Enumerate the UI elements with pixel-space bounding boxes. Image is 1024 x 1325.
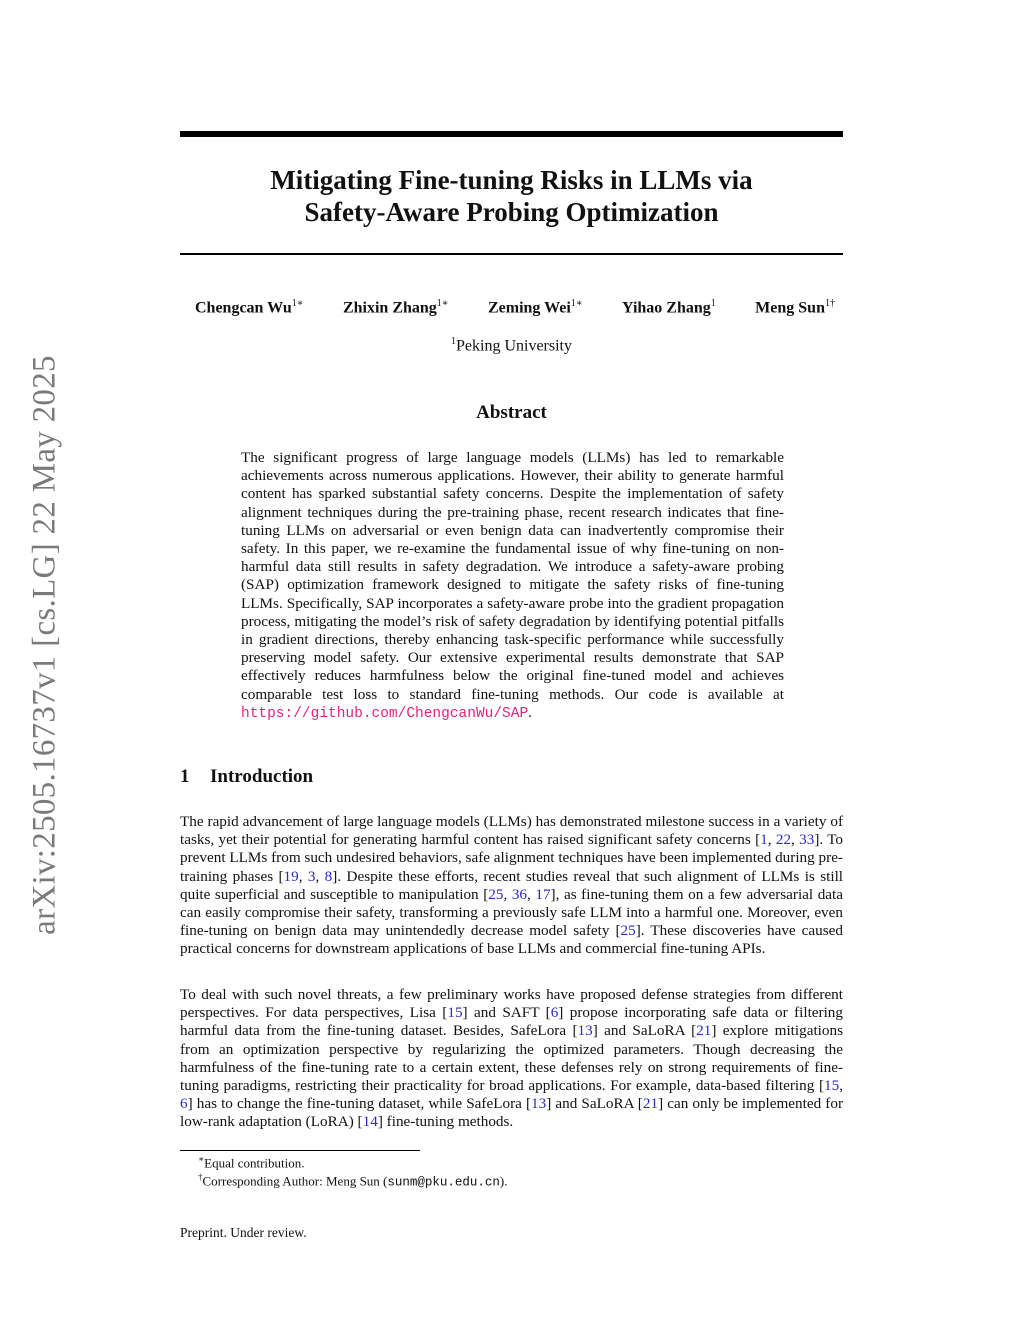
- citation-link[interactable]: 13: [531, 1095, 547, 1113]
- code-link[interactable]: https://github.com/ChengcanWu/SAP: [241, 705, 529, 722]
- preprint-note: Preprint. Under review.: [180, 1225, 307, 1240]
- abstract-body: The significant progress of large language models (LLMs) has led to remarkable achievements across numerous applications. However, their ability to generate harmful content has sparked substantial safety concerns. Despite the implementation of safety alignment techniques during the pre-training phase, recent research indicates that fine-tuning LLMs on adversarial or even benign data can inadvertently compromise their safety. In this paper, we re-examine the fundamental issue of why fine-tuning on non-harmful data still results in safety degradation. We introduce a safety-aware probing (SAP) optimization framework designed to mitigate the safety risks of fine-tuning LLMs. Specifically, SAP incorporates a safety-aware probe into the gradient propagation process, mitigating the model’s risk of safety degradation by identifying potential pitfalls in gradient directions, thereby enhancing task-specific performance while successfully preserving model safety. Our extensive experimental results demonstrate that SAP effectively reduces harmfulness below the original fine-tuned model and achieves comparable test loss to standard fine-tuning methods. Our code is available at https://github.com/ChengcanWu/SAP.: [241, 449, 784, 722]
- citation-link[interactable]: 36: [511, 885, 527, 903]
- paragraph-text: ] and SAFT [: [462, 1004, 551, 1022]
- author-list: [180, 298, 843, 317]
- citation-link[interactable]: 17: [535, 885, 551, 903]
- paragraph-text: ] can only be implemented for low-rank adaptation (LoRA) [: [180, 1095, 844, 1131]
- paragraph-text: ,: [791, 831, 800, 849]
- paragraph-text: ,: [767, 831, 776, 849]
- affiliation: $^1$Peking University: [451, 336, 572, 355]
- footnote-corresponding-author: †Corresponding Author: Meng Sun (sunm@pku.edu.cn).: [198, 1172, 508, 1190]
- arxiv-stamp-text: arXiv:2505.16737v1 [cs.LG] 22 May 2025: [26, 355, 63, 935]
- author: Chengcan $Wu^{1∗}$: [195, 298, 304, 317]
- paragraph-text: ,: [503, 885, 512, 903]
- citation-link[interactable]: 21: [696, 1022, 712, 1040]
- citation-link[interactable]: 22: [775, 831, 792, 849]
- intro-paragraph-1: [180, 813, 843, 959]
- footnote-equal-contribution: ∗Equal contribution.: [198, 1154, 305, 1171]
- paragraph-text: ,: [839, 1077, 843, 1095]
- paragraph-text: ,: [527, 885, 536, 903]
- paragraph-text: ] and SaLoRA [: [546, 1095, 643, 1113]
- paragraph-text: ] fine-tuning methods.: [377, 1113, 514, 1131]
- paragraph-text: ]. These discoveries have caused practical concerns for downstream applications of base LLMs and commercial fine-tuning APIs.: [180, 922, 843, 958]
- citation-link[interactable]: 15: [824, 1077, 840, 1095]
- citation-link[interactable]: 3: [307, 867, 316, 885]
- author-email[interactable]: sunm@pku.edu.cn: [387, 1175, 500, 1190]
- paper-title: [180, 164, 843, 228]
- author: Zhixin Zhang$^{1∗}$: [342, 298, 449, 317]
- citation-link[interactable]: 6: [550, 1004, 559, 1022]
- citation-link[interactable]: 25: [488, 885, 504, 903]
- paragraph-text: ] has to change the fine-tuning dataset, while SafeLora [: [187, 1095, 532, 1113]
- citation-link[interactable]: 25: [620, 922, 636, 940]
- citation-link[interactable]: 13: [577, 1022, 593, 1040]
- title-line-2: Safety-Aware Probing Optimization: [304, 197, 719, 227]
- citation-link[interactable]: 21: [642, 1095, 659, 1113]
- paragraph-text: ,: [315, 867, 325, 885]
- citation-link[interactable]: 33: [799, 831, 815, 849]
- citation-link[interactable]: 19: [283, 867, 299, 885]
- citation-link[interactable]: 8: [324, 867, 333, 885]
- paragraph-text: ]. Despite these efforts, recent studies reveal that such alignment of LLMs is still quite superficial and susceptible to manipulation [: [180, 867, 844, 903]
- author: Yihao Zhang$^1$: [622, 298, 716, 317]
- paragraph-text: ] explore mitigations from an optimization perspective by regularizing the optimized parameters. Though decreasing the harmfulness of the fine-tuning rate to a certain extent, these defenses rely on strong requirements of fine-tuning paradigms, restricting their practicality for broad applications. For example, data-based filtering [: [180, 1022, 843, 1095]
- intro-paragraph-2: [180, 986, 843, 1132]
- title-bottom-rule: [180, 253, 843, 255]
- section-heading: 1 Introduction: [180, 766, 314, 787]
- author: Meng Sun$^{1\dagger}$: [755, 298, 835, 317]
- citation-link[interactable]: 1: [760, 831, 768, 849]
- paragraph-text: ]. To prevent LLMs from such undesired behaviors, safe alignment techniques have been implemented during pre-training phases [: [180, 831, 844, 885]
- title-top-rule: [180, 131, 843, 137]
- paragraph-text: The rapid advancement of large language models (LLMs) has demonstrated milestone success in a variety of tasks, yet their potential for generating harmful content has raised significant safety concerns [: [180, 813, 843, 849]
- footnote-rule: [180, 1150, 420, 1151]
- author: Zeming Wei$^{1∗}$: [487, 298, 583, 317]
- arxiv-side-stamp: [20, 345, 70, 945]
- paragraph-text: ] and SaLoRA [: [592, 1022, 697, 1040]
- citation-link[interactable]: 15: [447, 1004, 463, 1022]
- citation-link[interactable]: 6: [180, 1095, 188, 1113]
- citation-link[interactable]: 14: [362, 1113, 378, 1131]
- paragraph-text: To deal with such novel threats, a few preliminary works have proposed defense strategies from different perspectives. For data perspectives, Lisa [: [180, 986, 843, 1022]
- abstract-heading: Abstract: [476, 402, 547, 423]
- title-line-1: Mitigating Fine-tuning Risks in LLMs via: [270, 165, 753, 195]
- paragraph-text: ] propose incorporating safe data or filtering harmful data from the fine-tuning dataset. Besides, SafeLora [: [180, 1004, 843, 1040]
- paragraph-text: ], as fine-tuning them on a few adversarial data can easily compromise their safety, transforming a previously safe LLM into a harmful one. Moreover, even fine-tuning on benign data may unintendedly decrease model safety [: [180, 885, 844, 940]
- paragraph-text: ,: [298, 867, 308, 885]
